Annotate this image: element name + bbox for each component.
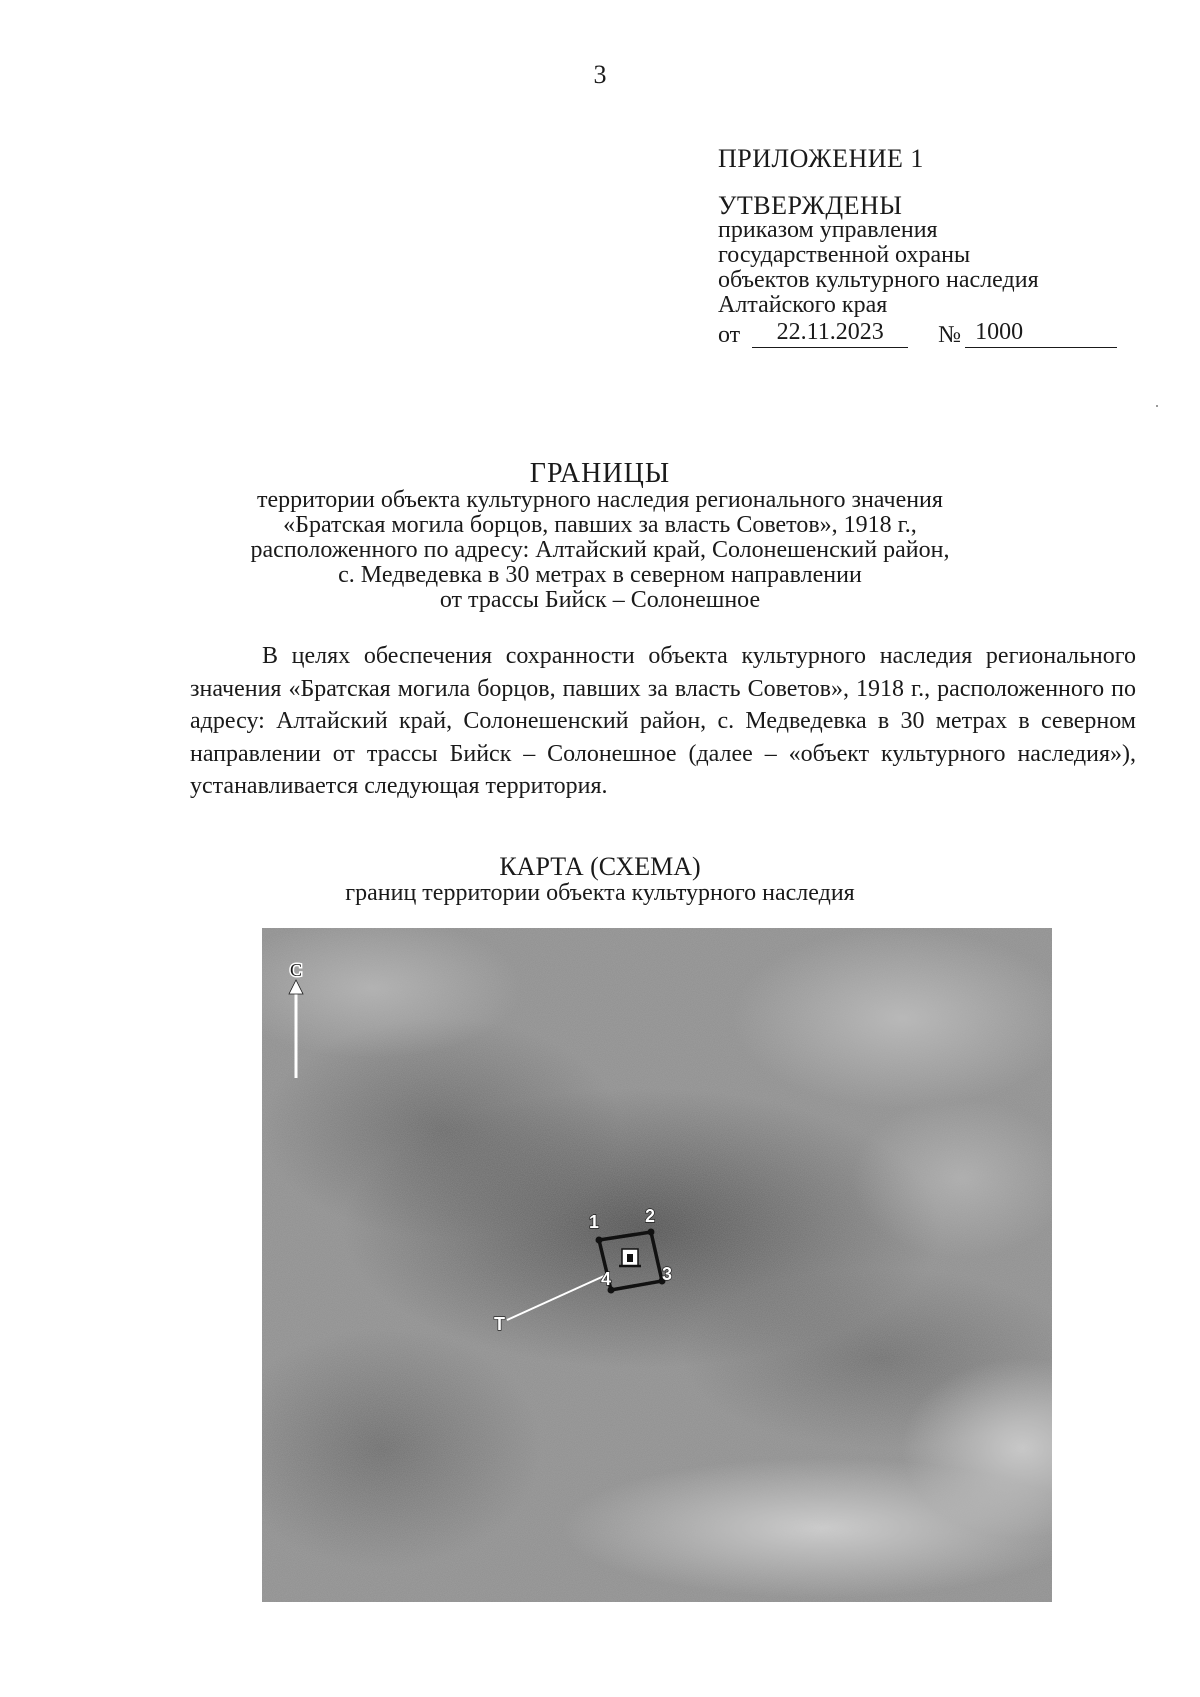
order-number: 1000 [965,320,1117,348]
boundaries-heading: ГРАНИЦЫ [529,458,671,489]
date-prefix: от [718,322,741,348]
approved-label: УТВЕРЖДЕНЫ [718,191,903,220]
map-title-heading: КАРТА (СХЕМА) [499,852,701,881]
approval-block [718,146,1158,348]
number-sign: № [938,322,962,348]
point-label-3: 3 [662,1264,673,1284]
approval-line: Алтайского края [718,292,888,318]
boundaries-line: с. Медведевка в 30 метрах в северном направлении [338,562,862,588]
boundaries-line: территории объекта культурного наследия регионального значения [257,487,943,513]
point-label-2: 2 [645,1206,656,1226]
approval-line: приказом управления [718,217,938,243]
order-date: 22.11.2023 [752,320,908,348]
body-paragraph: В целях обеспечения сохранности объекта культурного наследия регионального значения «Братская могила борцов, павших за власть Советов», 1918 г., расположенного по адресу: Алтайский край, Солонешенский район, с. Медведевка в 30 метрах в северном направлении от трассы Бийск – Солонешное (далее – «объект культурного наследия»), устанавливается следующая территория. [190,643,1136,799]
monument-icon [619,1249,641,1266]
north-label: С [289,960,303,980]
page-number: 3 [593,60,607,89]
map-image [262,928,1052,1602]
approval-line: государственной охраны [718,242,971,268]
approval-line: объектов культурного наследия [718,267,1039,293]
boundary-map [262,928,1052,1602]
road-label: Т [494,1314,505,1334]
map-title-sub: границ территории объекта культурного наследия [345,880,855,906]
order-dateline [718,320,1158,348]
appendix-label: ПРИЛОЖЕНИЕ 1 [718,144,924,173]
boundaries-heading-block [0,460,1200,613]
point-label-4: 4 [601,1269,612,1289]
boundaries-line: расположенного по адресу: Алтайский край, Солонешенский район, [250,537,950,563]
scan-speck [1156,405,1158,407]
boundaries-line: «Братская могила борцов, павших за власть Советов», 1918 г., [283,512,917,538]
map-title-block [0,854,1200,906]
boundaries-line: от трассы Бийск – Солонешное [439,587,761,613]
point-label-1: 1 [589,1212,600,1232]
